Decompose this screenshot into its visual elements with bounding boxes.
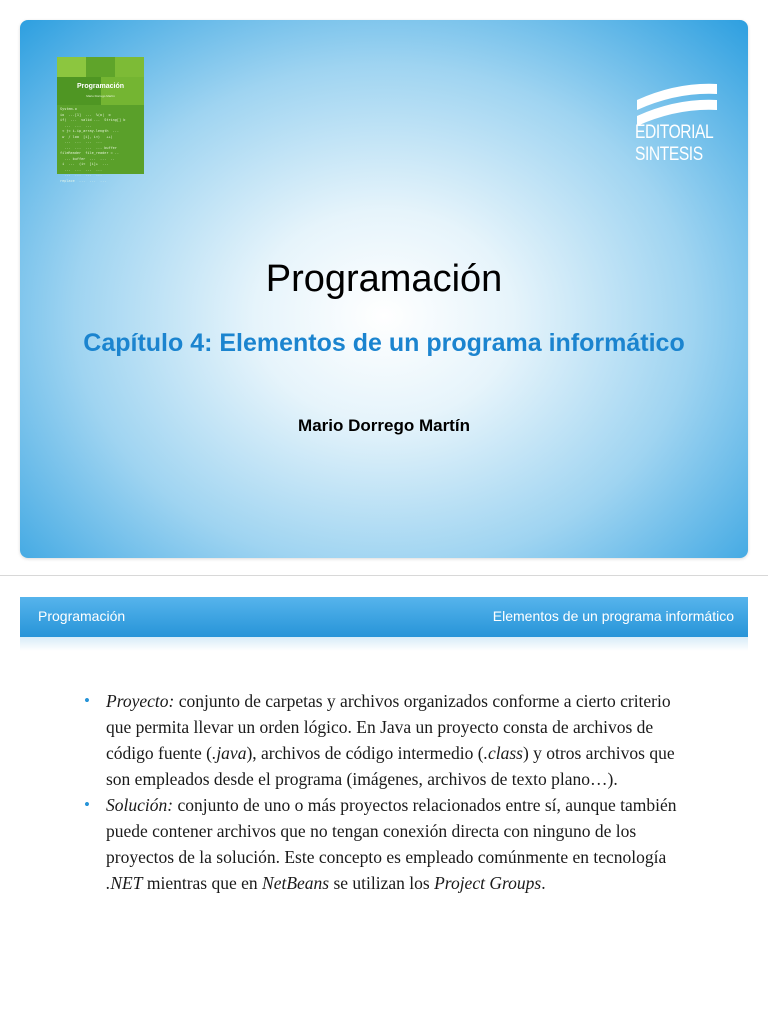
bullet-text-italic: .class xyxy=(483,743,523,763)
bullet-text-italic: Project Groups xyxy=(434,873,542,893)
logo-line-2: SINTESIS xyxy=(635,144,703,165)
slide-header-bar xyxy=(20,597,748,637)
bullet-term: Solución: xyxy=(106,795,174,815)
cover-code-pattern: System.o io ...[1] ... %(o| o if( ... valid ... String[] b ... ... ... < j< i.ip_array.length ... w / loo [i], i<) ++) ... ... ... ... ... ... ... ... buffer fileReader file_reader = .. ... buffer ... ... .. i ... (i< [i]+ ... ... ... ... ... ... ... ... ... replace ... ... ... xyxy=(60,107,126,183)
bullet-text-italic: NetBeans xyxy=(262,873,330,893)
editorial-sintesis-logo-text xyxy=(635,122,717,166)
bullet-item-proyecto xyxy=(84,688,684,792)
header-chapter-title: Elementos de un programa informático xyxy=(492,608,734,624)
header-shadow xyxy=(20,637,748,651)
bullet-text: ) y otros archivos que son empleados desde el programa (imágenes, archivos de texto plano…). xyxy=(106,743,675,789)
bullet-text-italic: .java xyxy=(211,743,247,763)
slide-content xyxy=(84,688,684,896)
bullet-item-solucion xyxy=(84,792,684,896)
slide-title: Programación xyxy=(265,258,503,300)
bullet-term: Proyecto: xyxy=(106,691,175,711)
slide-author: Mario Dorrego Martín xyxy=(298,416,470,435)
bullet-text: conjunto de uno o más proyectos relacionados entre sí, aunque también puede contener archivos que no tengan conexión directa con ninguno de los proyectos de la solución. Este concepto es empleado comúnmente en tecnología xyxy=(106,795,677,867)
cover-author: Mario Dorrego Martín xyxy=(86,94,115,98)
bullet-text: . xyxy=(541,873,546,893)
bullet-text: conjunto de carpetas y archivos organizados conforme a cierto criterio que permita llevar un orden lógico. En Java un proyecto consta de archivos de código fuente ( xyxy=(106,691,671,763)
slide-divider xyxy=(0,575,768,576)
bullet-text: se utilizan los xyxy=(329,873,435,893)
title-slide xyxy=(20,20,748,558)
bullet-text: ), archivos de código intermedio ( xyxy=(246,743,484,763)
bullet-icon: • xyxy=(84,795,90,814)
logo-line-1: EDITORIAL xyxy=(635,122,714,143)
bullet-text: mientras que en xyxy=(142,873,263,893)
cover-title: Programación xyxy=(76,83,125,90)
slide-subtitle: Capítulo 4: Elementos de un programa informático xyxy=(83,329,685,357)
bullet-text-italic: .NET xyxy=(106,873,143,893)
header-course-title: Programación xyxy=(38,608,126,624)
bullet-icon: • xyxy=(84,691,90,710)
book-cover-image xyxy=(57,57,144,183)
